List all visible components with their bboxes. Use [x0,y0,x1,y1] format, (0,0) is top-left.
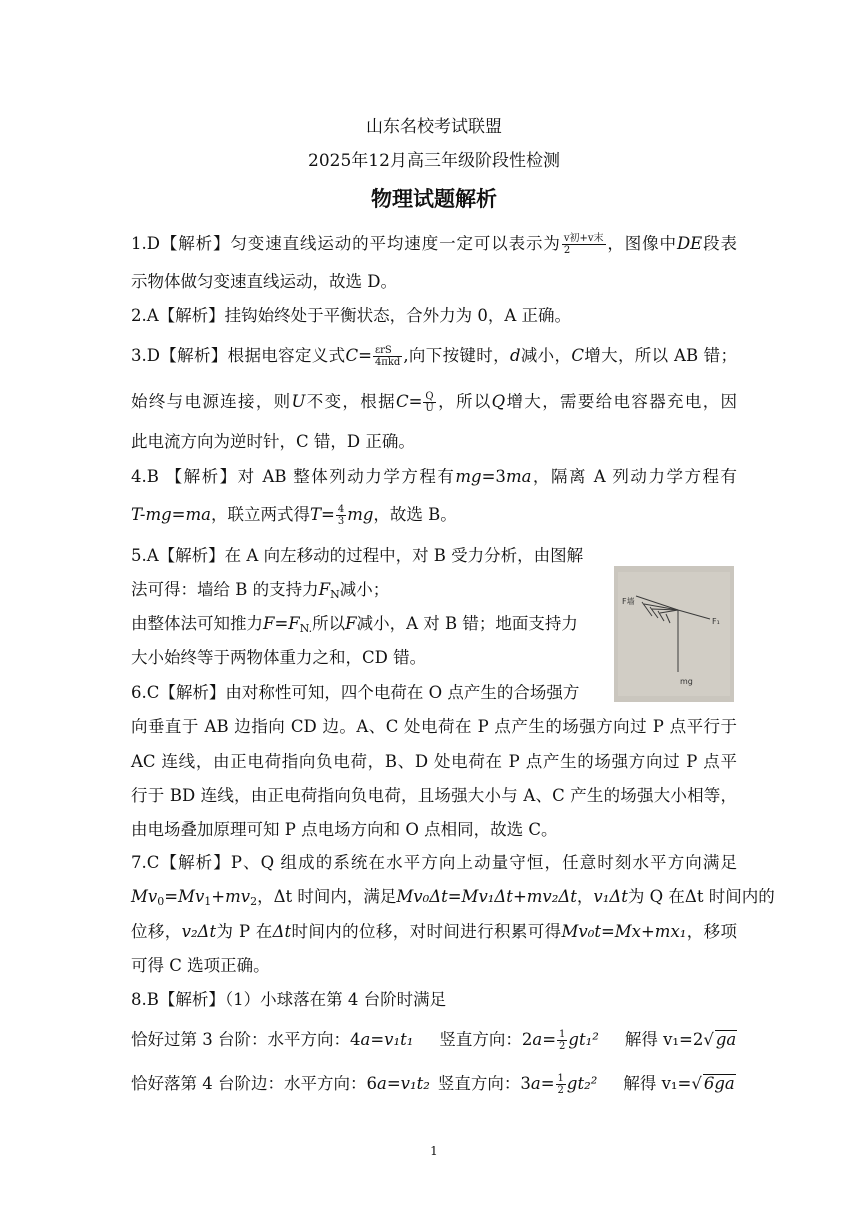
q6-line1: 6.C【解析】由对称性可知，四个电荷在 O 点产生的合场强方 [131,683,580,702]
q5-line4: 大小始终等于两物体重力之和，CD 错。 [131,648,427,667]
q7-line2: $Mv_0=Mv_1+mv_2$，Δt 时间内，满足Mv₀Δt=Mv₁Δt+mv₂Δt，v₁Δt为 Q 在Δt 时间内的 [131,887,775,908]
q2-line1: 2.A【解析】挂钩始终处于平衡状态，合外力为 0，A 正确。 [131,306,572,325]
charge-fraction: $\frac{Q}{U}$ [425,391,434,414]
q6-line2: 向垂直于 AB 边指向 CD 边。A、C 处电荷在 P 点产生的场强方向过 P 点平行于 [131,717,737,736]
force-diagram-photo [614,566,734,702]
q5-line1: 5.A【解析】在 A 向左移动的过程中，对 B 受力分析，由图解 [131,546,584,565]
page-number: 1 [430,1144,438,1158]
average-velocity-fraction: $\frac{\text{v初+v末}}{2}$ [563,233,604,256]
q8-line2: 恰好过第 3 台阶：水平方向：4a=v₁t₁ 竖直方向：2a= $\frac{1}{2}$ gt₁² 解得 v₁=2√ ga [131,1029,737,1052]
q4-line2: T-mg=ma，联立两式得T= $\frac{4}{3}$ mg，故选 B。 [131,504,457,527]
q1-line1: 1.D【解析】匀变速直线运动的平均速度一定可以表示为 $\frac{\text{v初+v末}}{2}$ ，图像中DE段表 [131,233,738,256]
figure-label-gravity: mg [680,677,693,686]
force-diagram-sketch [614,566,734,702]
exam-title: 2025年12月高三年级阶段性检测 [308,151,560,171]
q3-line2: 始终与电源连接，则U不变，根据C= $\frac{Q}{U}$ ，所以Q增大，需要给电容器充电，因 [131,391,738,414]
four-thirds-fraction: $\frac{4}{3}$ [337,504,345,527]
q6-line3: AC 连线，由正电荷指向负电荷，B、D 处电荷在 P 点产生的场强方向过 P 点平 [131,752,737,771]
q7-line1: 7.C【解析】P、Q 组成的系统在水平方向上动量守恒，任意时刻水平方向满足 [131,853,737,872]
q5-line3: 由整体法可知推力$F=F_{N.}$所以F减小，A 对 B 错；地面支持力 [131,614,578,635]
q7-line3: 位移，v₂Δt为 P 在Δt时间内的位移，对时间进行积累可得Mv₀t=Mx+mx₁，移项 [131,922,738,941]
q7-line4: 可得 C 选项正确。 [131,956,270,975]
q8-line1: 8.B【解析】（1）小球落在第 4 台阶时满足 [131,990,447,1009]
one-half-fraction: $\frac{1}{2}$ [559,1029,566,1052]
org-title: 山东名校考试联盟 [366,117,502,137]
sqrt-6ga: 6ga [703,1074,735,1093]
q4-line1: 4.B 【解析】对 AB 整体列动力学方程有mg=3ma，隔离 A 列动力学方程有 [131,467,737,486]
q3-line1: 3.D【解析】根据电容定义式C= $\frac{\text{εrS}}{\text{4πkd}}$ ,向下按键时，d减小，C增大，所以 AB 错； [131,345,738,368]
q6-line5: 由电场叠加原理可知 P 点电场方向和 O 点相同，故选 C。 [131,820,558,839]
one-half-fraction-2: $\frac{1}{2}$ [557,1073,564,1096]
figure-label-push-force: F₁ [712,617,720,626]
q3-line3: 此电流方向为逆时针，C 错，D 正确。 [131,432,415,451]
figure-label-wall-force: F墙 [622,597,635,606]
q6-line4: 行于 BD 连线，由正电荷指向负电荷，且场强大小与 A、C 产生的场强大小相等， [131,786,737,805]
q8-line3: 恰好落第 4 台阶边：水平方向：6a=v₁t₂ 竖直方向：3a= $\frac{1}{2}$ gt₂² 解得 v₁=√ 6ga [131,1073,735,1096]
sqrt-ga: ga [715,1030,737,1049]
q1-line2: 示物体做匀变速直线运动，故选 D。 [131,272,397,291]
page-title: 物理试题解析 [371,187,497,211]
capacitance-fraction: $\frac{\text{εrS}}{\text{4πkd}}$ [374,345,401,368]
q5-line2: 法可得：墙给 B 的支持力$F_N$减小； [131,580,390,601]
